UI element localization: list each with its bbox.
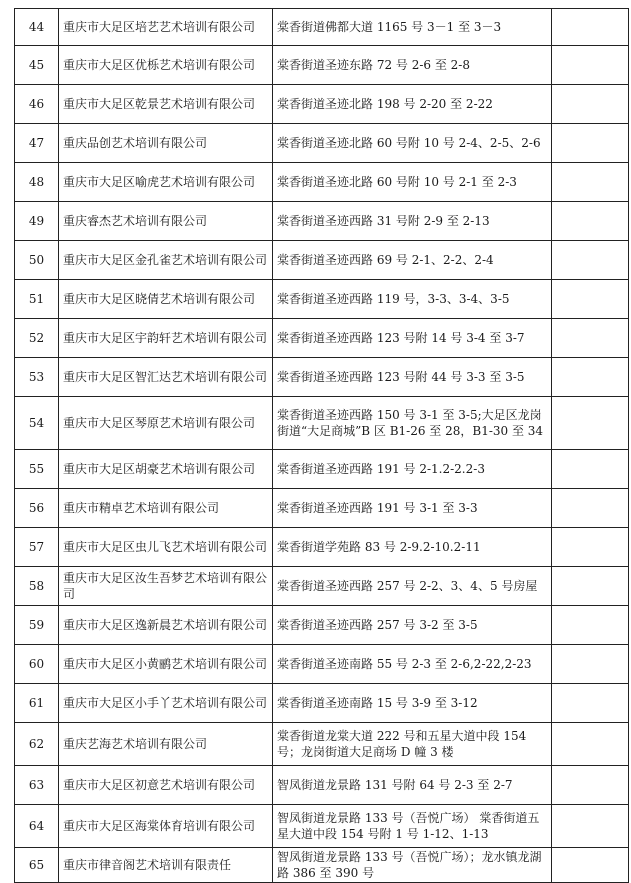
table-row: [15, 280, 629, 319]
address-cell: 棠香街道圣迹西路 119 号，3-3、3-4、3-5: [273, 280, 552, 319]
row-number-cell: 48: [15, 163, 59, 202]
row-number-cell: 52: [15, 319, 59, 358]
remark-cell: [552, 202, 629, 241]
remark-cell: [552, 723, 629, 766]
table-row: [15, 85, 629, 124]
row-number-cell: 51: [15, 280, 59, 319]
company-name-cell: 重庆市大足区乾景艺术培训有限公司: [59, 85, 273, 124]
company-name-cell: 重庆市大足区胡豪艺术培训有限公司: [59, 450, 273, 489]
remark-cell: [552, 280, 629, 319]
address-cell: 棠香街道圣迹西路 257 号 2-2、3、4、5 号房屋: [273, 567, 552, 606]
remark-cell: [552, 450, 629, 489]
company-name-cell: 重庆市大足区晓倩艺术培训有限公司: [59, 280, 273, 319]
row-number-cell: 49: [15, 202, 59, 241]
remark-cell: [552, 606, 629, 645]
address-cell: 棠香街道圣迹西路 191 号 2-1.2-2.2-3: [273, 450, 552, 489]
table-row: [15, 766, 629, 805]
training-institution-table: [14, 8, 629, 883]
company-name-cell: 重庆市大足区喻虎艺术培训有限公司: [59, 163, 273, 202]
address-cell: 智凤街道龙景路 131 号附 64 号 2-3 至 2-7: [273, 766, 552, 805]
table-row: [15, 9, 629, 46]
address-cell: 棠香街道圣迹北路 60 号附 10 号 2-4、2-5、2-6: [273, 124, 552, 163]
address-cell: 棠香街道龙棠大道 222 号和五星大道中段 154 号；龙岗街道大足商场 D 幢 3 楼: [273, 723, 552, 766]
company-name-cell: 重庆品创艺术培训有限公司: [59, 124, 273, 163]
address-cell: 棠香街道圣迹西路 123 号附 44 号 3-3 至 3-5: [273, 358, 552, 397]
table-row: [15, 397, 629, 450]
address-cell: 棠香街道圣迹西路 191 号 3-1 至 3-3: [273, 489, 552, 528]
company-name-cell: 重庆艺海艺术培训有限公司: [59, 723, 273, 766]
address-cell: 棠香街道圣迹南路 55 号 2-3 至 2-6,2-22,2-23: [273, 645, 552, 684]
company-name-cell: 重庆市大足区宇韵轩艺术培训有限公司: [59, 319, 273, 358]
row-number-cell: 64: [15, 805, 59, 848]
remark-cell: [552, 766, 629, 805]
company-name-cell: 重庆市律音阁艺术培训有限责任: [59, 848, 273, 883]
table-row: [15, 241, 629, 280]
row-number-cell: 44: [15, 9, 59, 46]
table-row: [15, 684, 629, 723]
table-row: [15, 319, 629, 358]
address-cell: 棠香街道圣迹西路 257 号 3-2 至 3-5: [273, 606, 552, 645]
table-row: [15, 358, 629, 397]
company-name-cell: 重庆市大足区逸新晨艺术培训有限公司: [59, 606, 273, 645]
company-name-cell: 重庆市大足区小黄鹂艺术培训有限公司: [59, 645, 273, 684]
table-row: [15, 645, 629, 684]
table-row: [15, 124, 629, 163]
table-row: [15, 606, 629, 645]
remark-cell: [552, 645, 629, 684]
remark-cell: [552, 124, 629, 163]
remark-cell: [552, 241, 629, 280]
company-name-cell: 重庆睿杰艺术培训有限公司: [59, 202, 273, 241]
table-row: [15, 46, 629, 85]
row-number-cell: 62: [15, 723, 59, 766]
row-number-cell: 57: [15, 528, 59, 567]
row-number-cell: 61: [15, 684, 59, 723]
company-name-cell: 重庆市大足区初意艺术培训有限公司: [59, 766, 273, 805]
address-cell: 棠香街道圣迹西路 69 号 2-1、2-2、2-4: [273, 241, 552, 280]
table-row: [15, 202, 629, 241]
row-number-cell: 60: [15, 645, 59, 684]
row-number-cell: 58: [15, 567, 59, 606]
row-number-cell: 59: [15, 606, 59, 645]
row-number-cell: 56: [15, 489, 59, 528]
remark-cell: [552, 567, 629, 606]
row-number-cell: 65: [15, 848, 59, 883]
row-number-cell: 47: [15, 124, 59, 163]
table-row: [15, 450, 629, 489]
remark-cell: [552, 9, 629, 46]
address-cell: 棠香街道圣迹南路 15 号 3-9 至 3-12: [273, 684, 552, 723]
remark-cell: [552, 46, 629, 85]
table-row: [15, 163, 629, 202]
company-name-cell: 重庆市大足区虫儿飞艺术培训有限公司: [59, 528, 273, 567]
company-name-cell: 重庆市大足区智汇达艺术培训有限公司: [59, 358, 273, 397]
table-row: [15, 567, 629, 606]
address-cell: 智凤街道龙景路 133 号（吾悦广场）；龙水镇龙湖路 386 至 390 号: [273, 848, 552, 883]
address-cell: 棠香街道佛都大道 1165 号 3－1 至 3－3: [273, 9, 552, 46]
remark-cell: [552, 684, 629, 723]
remark-cell: [552, 319, 629, 358]
company-name-cell: 重庆市大足区金孔雀艺术培训有限公司: [59, 241, 273, 280]
address-cell: 棠香街道圣迹北路 60 号附 10 号 2-1 至 2-3: [273, 163, 552, 202]
company-name-cell: 重庆市大足区琴原艺术培训有限公司: [59, 397, 273, 450]
company-name-cell: 重庆市大足区培艺艺术培训有限公司: [59, 9, 273, 46]
address-cell: 棠香街道圣迹北路 198 号 2-20 至 2-22: [273, 85, 552, 124]
table-row: [15, 489, 629, 528]
company-name-cell: 重庆市大足区优栎艺术培训有限公司: [59, 46, 273, 85]
row-number-cell: 54: [15, 397, 59, 450]
row-number-cell: 46: [15, 85, 59, 124]
company-name-cell: 重庆市精卓艺术培训有限公司: [59, 489, 273, 528]
remark-cell: [552, 163, 629, 202]
row-number-cell: 63: [15, 766, 59, 805]
remark-cell: [552, 85, 629, 124]
row-number-cell: 53: [15, 358, 59, 397]
remark-cell: [552, 397, 629, 450]
address-cell: 棠香街道圣迹东路 72 号 2-6 至 2-8: [273, 46, 552, 85]
company-name-cell: 重庆市大足区海棠体育培训有限公司: [59, 805, 273, 848]
row-number-cell: 55: [15, 450, 59, 489]
row-number-cell: 45: [15, 46, 59, 85]
remark-cell: [552, 489, 629, 528]
remark-cell: [552, 805, 629, 848]
address-cell: 棠香街道学苑路 83 号 2-9.2-10.2-11: [273, 528, 552, 567]
address-cell: 棠香街道圣迹西路 31 号附 2-9 至 2-13: [273, 202, 552, 241]
address-cell: 棠香街道圣迹西路 150 号 3-1 至 3-5;大足区龙岗街道“大足商城”B 区 B1-26 至 28，B1-30 至 34: [273, 397, 552, 450]
address-cell: 智凤街道龙景路 133 号（吾悦广场） 棠香街道五星大道中段 154 号附 1 号 1-12、1-13: [273, 805, 552, 848]
table-row: [15, 805, 629, 848]
row-number-cell: 50: [15, 241, 59, 280]
table-row: [15, 723, 629, 766]
table-row: [15, 528, 629, 567]
address-cell: 棠香街道圣迹西路 123 号附 14 号 3-4 至 3-7: [273, 319, 552, 358]
company-name-cell: 重庆市大足区小手丫艺术培训有限公司: [59, 684, 273, 723]
remark-cell: [552, 528, 629, 567]
remark-cell: [552, 358, 629, 397]
company-name-cell: 重庆市大足区汝生吾梦艺术培训有限公司: [59, 567, 273, 606]
